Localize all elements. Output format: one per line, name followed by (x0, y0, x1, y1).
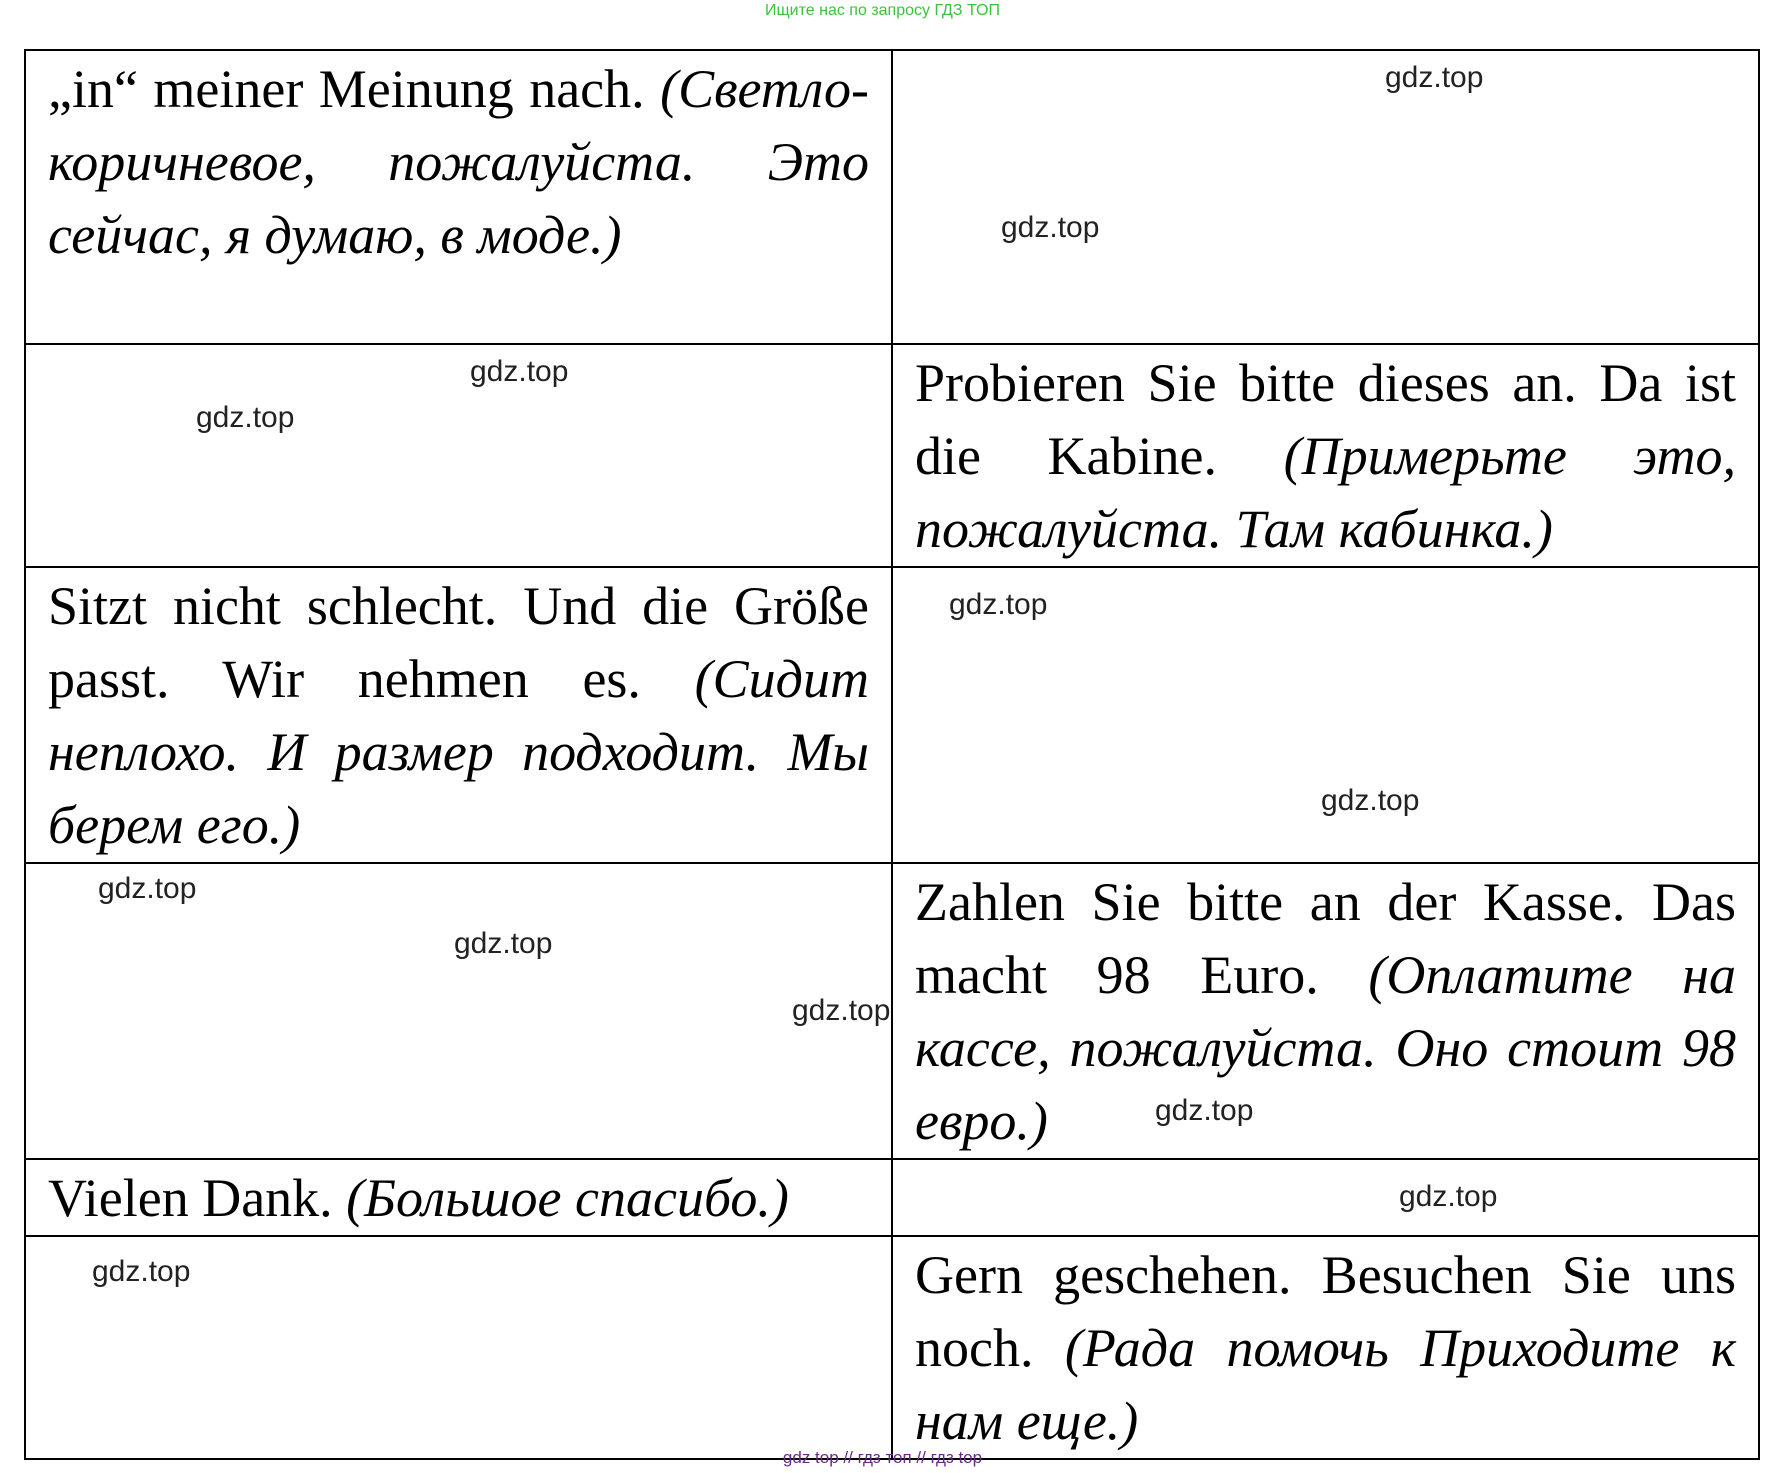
russian-translation: (Сидит неплохо. И размер подходит. Мы берем его.) (48, 649, 869, 855)
table-cell (25, 50, 892, 344)
watermark: gdz.top (98, 872, 197, 905)
german-phrase: „in“ meiner Meinung nach. (48, 59, 645, 119)
dialog-table (24, 49, 1760, 1460)
german-phrase: Sitzt nicht schlecht. Und die Größe passt. Wir nehmen es. (48, 576, 869, 709)
russian-translation: (Примерьте это, пожалуйста. Там кабинка.) (915, 426, 1737, 559)
cell-text (915, 345, 1736, 566)
cell-text (48, 1160, 869, 1235)
table-cell (892, 863, 1759, 1159)
search-banner: Ищите нас по запросу ГДЗ ТОП (765, 2, 1000, 19)
table-row (25, 863, 1759, 1159)
watermark: gdz.top (470, 355, 569, 388)
footer-links: gdz top // гдз топ // гдз top (782, 1448, 983, 1467)
watermark: gdz.top (1155, 1094, 1254, 1127)
watermark: gdz.top (454, 927, 553, 960)
watermark: gdz.top (1385, 61, 1484, 94)
watermark: gdz.top (792, 994, 891, 1027)
russian-translation: (Светло-коричневое, пожалуйста. Это сейчас, я думаю, в моде.) (48, 59, 869, 265)
watermark: gdz.top (1321, 784, 1420, 817)
russian-translation: (Большое спасибо.) (346, 1168, 789, 1228)
table-cell (25, 863, 892, 1159)
table-row (25, 567, 1759, 863)
cell-text (48, 568, 869, 862)
russian-translation: (Оплатите на кассе, пожалуйста. Оно стоит 98 евро.) (915, 945, 1737, 1151)
table-cell (892, 1236, 1759, 1459)
russian-translation: (Рада помочь Приходите к нам еще.) (915, 1318, 1736, 1451)
watermark: gdz.top (949, 588, 1048, 621)
table-cell (25, 1159, 892, 1236)
table-cell (892, 344, 1759, 567)
german-phrase: Gern geschehen. Besuchen Sie uns noch. (915, 1245, 1736, 1378)
table-cell (25, 1236, 892, 1459)
german-phrase: Vielen Dank. (48, 1168, 333, 1228)
table-cell (25, 344, 892, 567)
table-cell (892, 50, 1759, 344)
german-phrase: Probieren Sie bitte dieses an. Da ist die Kabine. (915, 353, 1736, 486)
table-row (25, 344, 1759, 567)
watermark: gdz.top (92, 1255, 191, 1288)
table-cell (892, 1159, 1759, 1236)
cell-text (915, 1237, 1736, 1458)
table-row (25, 50, 1759, 344)
german-phrase: Zahlen Sie bitte an der Kasse. Das macht 98 Euro. (915, 872, 1736, 1005)
table-cell (892, 567, 1759, 863)
watermark: gdz.top (196, 401, 295, 434)
cell-text (915, 864, 1736, 1158)
watermark: gdz.top (1399, 1180, 1498, 1213)
cell-text (48, 51, 869, 272)
table-row (25, 1236, 1759, 1459)
table-cell (25, 567, 892, 863)
watermark: gdz.top (1001, 211, 1100, 244)
table-row (25, 1159, 1759, 1236)
